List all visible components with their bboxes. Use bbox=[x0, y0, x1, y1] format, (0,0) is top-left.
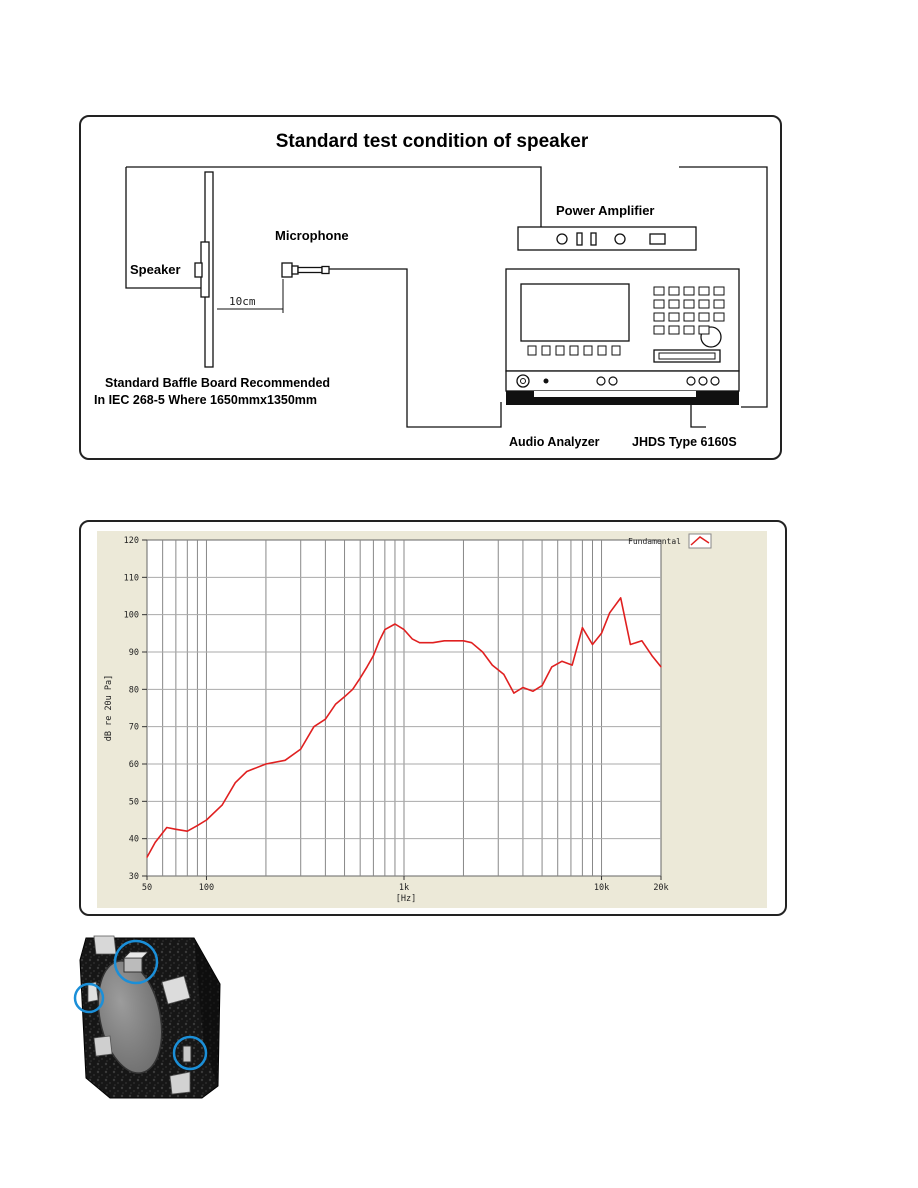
series-point bbox=[206, 819, 207, 820]
legend-label: Fundamental bbox=[628, 537, 681, 546]
test-setup-diagram bbox=[81, 117, 784, 462]
series-point bbox=[300, 748, 301, 749]
series-point bbox=[394, 623, 395, 624]
power-amplifier-label: Power Amplifier bbox=[556, 203, 655, 218]
x-axis-label: [Hz] bbox=[395, 894, 417, 904]
series-point bbox=[360, 678, 361, 679]
series-point bbox=[155, 842, 156, 843]
series-point bbox=[284, 760, 285, 761]
x-tick-label: 20k bbox=[653, 883, 669, 893]
analyzer-key bbox=[669, 326, 679, 334]
series-point bbox=[366, 666, 367, 667]
analyzer-key bbox=[684, 313, 694, 321]
analyzer-soft-key bbox=[528, 346, 536, 355]
y-tick-label: 90 bbox=[128, 648, 139, 658]
series-point bbox=[344, 696, 345, 697]
series-point bbox=[352, 689, 353, 690]
analyzer-soft-key bbox=[584, 346, 592, 355]
analyzer-key bbox=[669, 313, 679, 321]
analyzer-key bbox=[699, 300, 709, 308]
audio-analyzer-label: Audio Analyzer bbox=[509, 435, 600, 449]
series-point bbox=[325, 719, 326, 720]
x-tick-label: 1k bbox=[398, 883, 410, 893]
speaker-component-illustration bbox=[72, 926, 232, 1110]
analyzer-key bbox=[714, 287, 724, 295]
audio-analyzer-icon bbox=[506, 269, 739, 405]
series-point bbox=[265, 763, 266, 764]
series-point bbox=[651, 655, 652, 656]
wire-microphone-to-analyzer bbox=[329, 269, 501, 427]
series-point bbox=[463, 640, 464, 641]
analyzer-soft-key bbox=[542, 346, 550, 355]
analyzer-soft-key bbox=[570, 346, 578, 355]
series-point bbox=[403, 629, 404, 630]
wire-amplifier-input bbox=[126, 167, 541, 227]
series-point bbox=[582, 627, 583, 628]
test-setup-diagram-panel bbox=[79, 115, 782, 460]
series-point bbox=[454, 640, 455, 641]
series-point bbox=[541, 685, 542, 686]
x-tick-label: 10k bbox=[593, 883, 610, 893]
power-amplifier-icon bbox=[518, 227, 696, 250]
series-point bbox=[503, 674, 504, 675]
series-point bbox=[246, 771, 247, 772]
y-tick-label: 60 bbox=[128, 760, 139, 770]
microphone-label: Microphone bbox=[275, 228, 349, 243]
y-tick-label: 50 bbox=[128, 797, 139, 808]
analyzer-key bbox=[654, 287, 664, 295]
analyzer-key bbox=[654, 313, 664, 321]
analyzer-soft-key bbox=[612, 346, 620, 355]
series-point bbox=[432, 642, 433, 643]
diagram-title: Standard test condition of speaker bbox=[275, 131, 589, 152]
analyzer-key bbox=[684, 287, 694, 295]
series-point bbox=[592, 644, 593, 645]
speaker-magnet bbox=[195, 263, 202, 277]
frequency-response-panel bbox=[79, 520, 787, 916]
y-axis-label: dB re 20u Pa] bbox=[104, 674, 114, 742]
series-point bbox=[444, 640, 445, 641]
analyzer-type-label: JHDS Type 6160S bbox=[632, 435, 737, 449]
series-point bbox=[187, 831, 188, 832]
series-point bbox=[641, 640, 642, 641]
analyzer-key bbox=[669, 300, 679, 308]
series-point bbox=[492, 664, 493, 665]
series-point bbox=[532, 691, 533, 692]
series-point bbox=[335, 704, 336, 705]
legend bbox=[628, 534, 711, 548]
analyzer-soft-key bbox=[556, 346, 564, 355]
series-point bbox=[471, 642, 472, 643]
y-tick-label: 100 bbox=[123, 610, 139, 621]
analyzer-key bbox=[654, 300, 664, 308]
series-point bbox=[660, 666, 661, 667]
analyzer-key bbox=[669, 287, 679, 295]
y-tick-label: 110 bbox=[123, 573, 139, 584]
x-tick-label: 100 bbox=[198, 883, 215, 893]
y-tick-label: 40 bbox=[128, 834, 139, 845]
series-point bbox=[572, 664, 573, 665]
series-point bbox=[166, 827, 167, 828]
series-point bbox=[379, 640, 380, 641]
series-point bbox=[482, 651, 483, 652]
series-point bbox=[513, 692, 514, 693]
y-tick-label: 30 bbox=[128, 872, 139, 882]
series-point bbox=[551, 666, 552, 667]
series-point bbox=[373, 655, 374, 656]
series-point bbox=[146, 857, 147, 858]
series-point bbox=[235, 782, 236, 783]
analyzer-key bbox=[699, 326, 709, 334]
series-point bbox=[412, 638, 413, 639]
frequency-response-chart bbox=[81, 522, 789, 918]
y-tick-label: 70 bbox=[128, 722, 139, 733]
series-point bbox=[313, 726, 314, 727]
series-point bbox=[561, 661, 562, 662]
y-tick-label: 80 bbox=[128, 685, 139, 696]
baffle-note-line1: Standard Baffle Board Recommended bbox=[105, 376, 331, 390]
series-point bbox=[384, 629, 385, 630]
series-point bbox=[630, 644, 631, 645]
analyzer-key bbox=[714, 313, 724, 321]
analyzer-soft-key bbox=[598, 346, 606, 355]
speaker-terminal-right bbox=[183, 1046, 191, 1062]
x-tick-label: 50 bbox=[141, 883, 153, 893]
series-point bbox=[620, 597, 621, 598]
analyzer-key bbox=[699, 287, 709, 295]
y-tick-label: 120 bbox=[123, 536, 139, 546]
baffle-note-line2: In IEC 268-5 Where 1650mmx1350mm bbox=[94, 393, 318, 407]
series-point bbox=[419, 642, 420, 643]
analyzer-key bbox=[699, 313, 709, 321]
series-point bbox=[601, 633, 602, 634]
series-point bbox=[522, 687, 523, 688]
series-point bbox=[175, 829, 176, 830]
microphone-icon bbox=[282, 263, 329, 277]
analyzer-key bbox=[684, 300, 694, 308]
series-point bbox=[222, 804, 223, 805]
analyzer-key bbox=[714, 300, 724, 308]
speaker-label: Speaker bbox=[130, 262, 181, 277]
series-point bbox=[197, 825, 198, 826]
series-point bbox=[609, 612, 610, 613]
analyzer-key bbox=[684, 326, 694, 334]
analyzer-key bbox=[654, 326, 664, 334]
distance-label: 10cm bbox=[229, 295, 256, 308]
